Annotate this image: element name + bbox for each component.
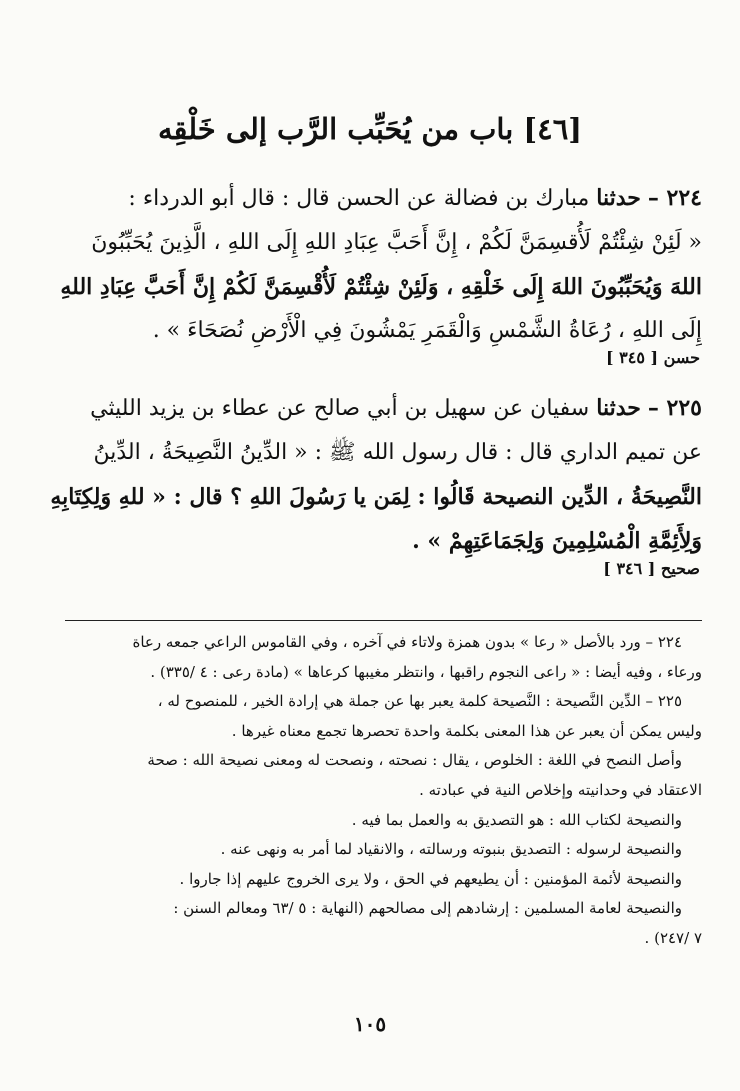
footnote-line: والنصيحة لكتاب الله : هو التصديق به والعمل بما فيه . [351, 810, 682, 829]
hadith-225 [38, 386, 702, 563]
footnote-line: ٧ /٢٤٧) . [644, 928, 702, 947]
page-number: ١٠٥ [353, 1012, 387, 1036]
hadith-line: النَّصِيحَةُ ، الدِّين النصيحة قَالُوا : لِمَن يا رَسُولَ اللهِ ؟ قال : « للهِ وَلِكِتَابِهِ [50, 484, 702, 510]
footnote-line: وأصل النصح في اللغة : الخلوص ، يقال : نصحته ، ونصحت له ومعنى نصيحة الله : صحة [147, 751, 682, 770]
footnote-line: ٢٢٥ – الدِّين النَّصيحة : النَّصيحة كلمة يعبر بها عن جملة هي إرادة الخير ، للمنصوح له ، [157, 692, 682, 711]
footnote-line: والنصيحة لرسوله : التصديق بنبوته ورسالته ، والانقياد لما أمر به ونهى عنه . [220, 840, 682, 859]
footnote-line: والنصيحة لأئمة المؤمنين : أن يطيعهم في الحق ، ولا يرى الخروج عليهم إذا جاروا . [179, 869, 682, 888]
hadith-224 [38, 176, 702, 353]
chapter-title: [٤٦] باب من يُحَبِّب الرَّب إلى خَلْقِه [157, 112, 583, 146]
hadith-line: إِلَى اللهِ ، رُعَاةُ الشَّمْسِ وَالْقَمَرِ يَمْشُونَ فِي الْأَرْضِ نُصَحَاءَ » . [152, 318, 702, 343]
footnote-line: والنصيحة لعامة المسلمين : إرشادهم إلى مصالحهم (النهاية : ٥ /٦٣ ومعالم السنن : [173, 899, 682, 918]
hadith-line [38, 386, 702, 431]
hadith-text: سفيان عن سهيل بن أبي صالح عن عطاء بن يزيد الليثي [90, 396, 590, 421]
hadith-line: اللهَ وَيُحَبِّبُونَ اللهَ إِلَى خَلْقِهِ ، وَلَئِنْ شِئْتُمْ لَأُقْسِمَنَّ لَكُمْ إِنَّ أَحَبَّ عِبَادِ اللهِ [60, 274, 702, 300]
footnotes [38, 628, 702, 954]
hadith-line: « لَئِنْ شِئْتُمْ لَأُقسِمَنَّ لَكُمْ ، إِنَّ أَحَبَّ عِبَادِ اللهِ إِلَى اللهِ ، الَّذِينَ يُحَبِّبُونَ [91, 230, 702, 255]
hadith-number: ٢٢٤ – [647, 185, 702, 211]
hadith-lead: حدثنا [596, 185, 641, 211]
hadith-grade: صحيح [ ٣٤٦ ] [603, 559, 700, 578]
hadith-line [38, 176, 702, 221]
hadith-line: وَلِأَئِمَّةِ الْمُسْلِمِينَ وَلِجَمَاعَتِهِمْ » . [412, 528, 702, 554]
footnote-line: وليس يمكن أن يعبر عن هذا المعنى بكلمة واحدة تحصرها تجمع معناه غيرها . [231, 721, 702, 740]
footnote-line: ورعاء ، وفيه أيضا : « راعى النجوم راقبها ، وانتظر مغيبها كرعاها » (مادة رعى : ٤ /٣٣٥) . [150, 662, 702, 681]
hadith-line: عن تميم الداري قال : قال رسول الله ﷺ : « الدِّينُ النَّصِيحَةُ ، الدِّينُ [93, 440, 702, 465]
footnote-line: الاعتقاد في وحدانيته وإخلاص النية في عبادته . [419, 780, 702, 799]
hadith-text: مبارك بن فضالة عن الحسن قال : قال أبو الدرداء : [128, 186, 590, 211]
footnote-line: ٢٢٤ – ورد بالأصل « رعا » بدون همزة ولاتاء في آخره ، وفي القاموس الراعي جمعه رعاة [132, 633, 682, 651]
hadith-grade: حسن [ ٣٤٥ ] [606, 348, 700, 367]
hadith-number: ٢٢٥ – [647, 395, 702, 421]
footnote-divider [65, 620, 702, 621]
hadith-lead: حدثنا [596, 395, 641, 421]
